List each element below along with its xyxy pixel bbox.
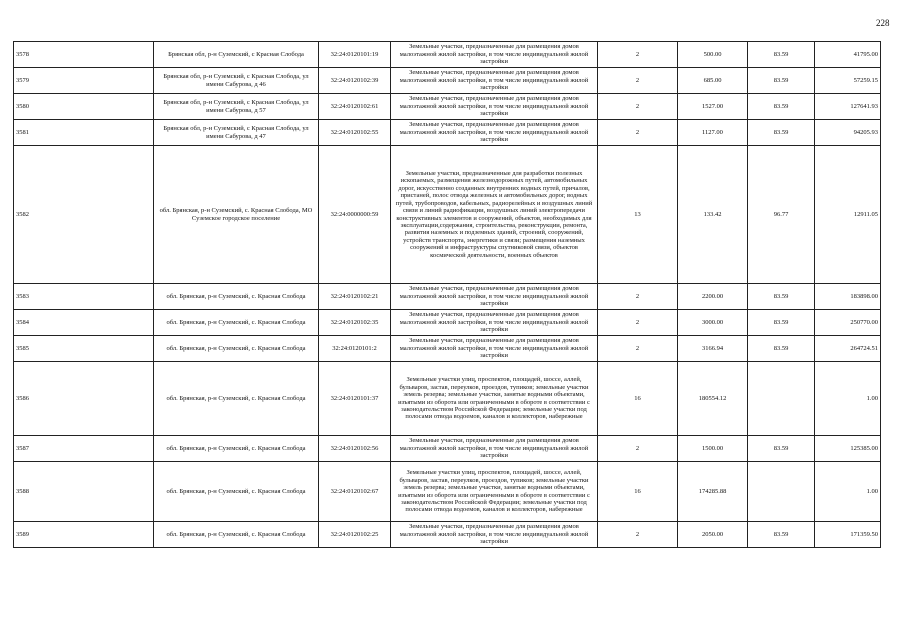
cadastral-number-cell: 32:24:0120102:55: [319, 120, 391, 146]
land-use-group-cell: 2: [598, 310, 678, 336]
table-row: [14, 94, 881, 120]
row-number-cell: 3588: [14, 462, 154, 522]
table-row: [14, 42, 881, 68]
land-use-description-cell: Земельные участки улиц, проспектов, площадей, шоссе, аллей, бульваров, застав, переулков, проездов, тупиков; земельные участки земель резерва; земельные участки, занятые водными объектами, изъятыми из оборота или ограниченными в обороте в соответствии с законодательством Российской Федерации; земельные участки под полосами отвода водоемов, каналов и коллекторов, набережные: [391, 362, 598, 436]
specific-value-cell: 83.59: [748, 436, 815, 462]
address-cell: обл. Брянская, р-н Суземский, с. Красная Слобода: [154, 284, 319, 310]
specific-value-cell: 83.59: [748, 68, 815, 94]
specific-value-cell: 83.59: [748, 310, 815, 336]
area-cell: 3166.94: [678, 336, 748, 362]
cadastral-value-cell: 183898.00: [815, 284, 881, 310]
cadastral-value-table: [13, 41, 881, 548]
address-cell: обл. Брянская, р-н Суземский, с. Красная Слобода: [154, 436, 319, 462]
land-use-description-cell: Земельные участки, предназначенные для размещения домов малоэтажной жилой застройки, в том числе индивидуальной жилой застройки: [391, 94, 598, 120]
cadastral-number-cell: 32:24:0120102:67: [319, 462, 391, 522]
area-cell: 2050.00: [678, 522, 748, 548]
row-number-cell: 3582: [14, 146, 154, 284]
area-cell: 133.42: [678, 146, 748, 284]
row-number-cell: 3587: [14, 436, 154, 462]
area-cell: 180554.12: [678, 362, 748, 436]
table-body: [14, 42, 881, 548]
area-cell: 174285.88: [678, 462, 748, 522]
area-cell: 3000.00: [678, 310, 748, 336]
land-use-description-cell: Земельные участки, предназначенные для размещения домов малоэтажной жилой застройки, в том числе индивидуальной жилой застройки: [391, 68, 598, 94]
table-row: [14, 336, 881, 362]
specific-value-cell: 83.59: [748, 94, 815, 120]
cadastral-value-cell: 1.00: [815, 462, 881, 522]
row-number-cell: 3585: [14, 336, 154, 362]
specific-value-cell: 83.59: [748, 522, 815, 548]
address-cell: обл. Брянская, р-н Суземский, с. Красная Слобода: [154, 362, 319, 436]
table-row: [14, 522, 881, 548]
area-cell: 500.00: [678, 42, 748, 68]
land-use-group-cell: 2: [598, 284, 678, 310]
specific-value-cell: [748, 362, 815, 436]
specific-value-cell: 96.77: [748, 146, 815, 284]
cadastral-value-cell: 57259.15: [815, 68, 881, 94]
table-row: [14, 310, 881, 336]
land-use-description-cell: Земельные участки, предназначенные для размещения домов малоэтажной жилой застройки, в том числе индивидуальной жилой застройки: [391, 336, 598, 362]
area-cell: 685.00: [678, 68, 748, 94]
address-cell: обл. Брянская, р-н Суземский, с. Красная Слобода, МО Суземское городское поселение: [154, 146, 319, 284]
land-use-group-cell: 2: [598, 94, 678, 120]
area-cell: 1500.00: [678, 436, 748, 462]
land-use-description-cell: Земельные участки улиц, проспектов, площадей, шоссе, аллей, бульваров, застав, переулков, проездов, тупиков; земельные участки земель резерва; земельные участки, занятые водными объектами, изъятыми из оборота или ограниченными в обороте в соответствии с законодательством Российской Федерации; земельные участки под полосами отвода водоемов, каналов и коллекторов, набережные: [391, 462, 598, 522]
address-cell: Брянская обл, р-н Суземский, с Красная Слобода, ул имени Сабурова, д 46: [154, 68, 319, 94]
land-use-description-cell: Земельные участки, предназначенные для размещения домов малоэтажной жилой застройки, в том числе индивидуальной жилой застройки: [391, 436, 598, 462]
table-row: [14, 462, 881, 522]
row-number-cell: 3580: [14, 94, 154, 120]
land-use-description-cell: Земельные участки, предназначенные для размещения домов малоэтажной жилой застройки, в том числе индивидуальной жилой застройки: [391, 310, 598, 336]
specific-value-cell: 83.59: [748, 42, 815, 68]
cadastral-value-cell: 94205.93: [815, 120, 881, 146]
cadastral-number-cell: 32:24:0120102:61: [319, 94, 391, 120]
cadastral-number-cell: 32:24:0120102:39: [319, 68, 391, 94]
cadastral-number-cell: 32:24:0120101:19: [319, 42, 391, 68]
specific-value-cell: 83.59: [748, 336, 815, 362]
cadastral-number-cell: 32:24:0120101:37: [319, 362, 391, 436]
land-use-description-cell: Земельные участки, предназначенные для размещения домов малоэтажной жилой застройки, в том числе индивидуальной жилой застройки: [391, 522, 598, 548]
address-cell: обл. Брянская, р-н Суземский, с. Красная Слобода: [154, 310, 319, 336]
address-cell: Брянская обл, р-н Суземский, с Красная Слобода, ул имени Сабурова, д 47: [154, 120, 319, 146]
land-use-group-cell: 16: [598, 362, 678, 436]
cadastral-value-cell: 125385.00: [815, 436, 881, 462]
row-number-cell: 3583: [14, 284, 154, 310]
row-number-cell: 3579: [14, 68, 154, 94]
cadastral-value-cell: 1.00: [815, 362, 881, 436]
land-use-description-cell: Земельные участки, предназначенные для размещения домов малоэтажной жилой застройки, в том числе индивидуальной жилой застройки: [391, 42, 598, 68]
address-cell: обл. Брянская, р-н Суземский, с. Красная Слобода: [154, 462, 319, 522]
area-cell: 2200.00: [678, 284, 748, 310]
cadastral-number-cell: 32:24:0120102:35: [319, 310, 391, 336]
row-number-cell: 3581: [14, 120, 154, 146]
cadastral-value-cell: 12911.05: [815, 146, 881, 284]
table-row: [14, 436, 881, 462]
cadastral-number-cell: 32:24:0120101:2: [319, 336, 391, 362]
land-use-description-cell: Земельные участки, предназначенные для разработки полезных ископаемых, размещения железнодорожных путей, автомобильных дорог, искусственно созданных внутренних водных путей, причалов, пристаней, полос отвода железных и автомобильных дорог, водных путей, трубопроводов, кабельных, радиорелейных и воздушных линий связи и линий радиофикации, воздушных линий электропередачи конструктивных элементов и сооружений, объектов, необходимых для эксплуатации,содержания, строительства, реконструкции, ремонта, развития наземных и подземных зданий, строений, сооружений, устройств транспорта, энергетики и связи; размещения наземных сооружений и инфраструктуры спутниковой связи, объектов космической деятельности, военных объектов: [391, 146, 598, 284]
cadastral-number-cell: 32:24:0000000:59: [319, 146, 391, 284]
land-use-group-cell: 2: [598, 522, 678, 548]
address-cell: обл. Брянская, р-н Суземский, с. Красная Слобода: [154, 522, 319, 548]
land-use-group-cell: 13: [598, 146, 678, 284]
cadastral-value-cell: 264724.51: [815, 336, 881, 362]
specific-value-cell: [748, 462, 815, 522]
land-use-description-cell: Земельные участки, предназначенные для размещения домов малоэтажной жилой застройки, в том числе индивидуальной жилой застройки: [391, 120, 598, 146]
table-row: [14, 146, 881, 284]
table-row: [14, 284, 881, 310]
address-cell: Брянская обл, р-н Суземский, с Красная Слобода: [154, 42, 319, 68]
area-cell: 1527.00: [678, 94, 748, 120]
row-number-cell: 3584: [14, 310, 154, 336]
row-number-cell: 3589: [14, 522, 154, 548]
page-number: 228: [876, 18, 890, 28]
land-use-group-cell: 2: [598, 68, 678, 94]
row-number-cell: 3586: [14, 362, 154, 436]
land-use-description-cell: Земельные участки, предназначенные для размещения домов малоэтажной жилой застройки, в том числе индивидуальной жилой застройки: [391, 284, 598, 310]
land-use-group-cell: 2: [598, 42, 678, 68]
land-use-group-cell: 2: [598, 436, 678, 462]
row-number-cell: 3578: [14, 42, 154, 68]
address-cell: обл. Брянская, р-н Суземский, с. Красная Слобода: [154, 336, 319, 362]
cadastral-value-cell: 127641.93: [815, 94, 881, 120]
area-cell: 1127.00: [678, 120, 748, 146]
address-cell: Брянская обл, р-н Суземский, с Красная Слобода, ул имени Сабурова, д 57: [154, 94, 319, 120]
specific-value-cell: 83.59: [748, 284, 815, 310]
cadastral-value-cell: 250770.00: [815, 310, 881, 336]
land-use-group-cell: 2: [598, 120, 678, 146]
table-row: [14, 68, 881, 94]
cadastral-number-cell: 32:24:0120102:25: [319, 522, 391, 548]
specific-value-cell: 83.59: [748, 120, 815, 146]
table-row: [14, 362, 881, 436]
table-row: [14, 120, 881, 146]
land-use-group-cell: 16: [598, 462, 678, 522]
cadastral-value-cell: 41795.00: [815, 42, 881, 68]
land-use-group-cell: 2: [598, 336, 678, 362]
cadastral-value-cell: 171359.50: [815, 522, 881, 548]
cadastral-number-cell: 32:24:0120102:21: [319, 284, 391, 310]
cadastral-number-cell: 32:24:0120102:56: [319, 436, 391, 462]
